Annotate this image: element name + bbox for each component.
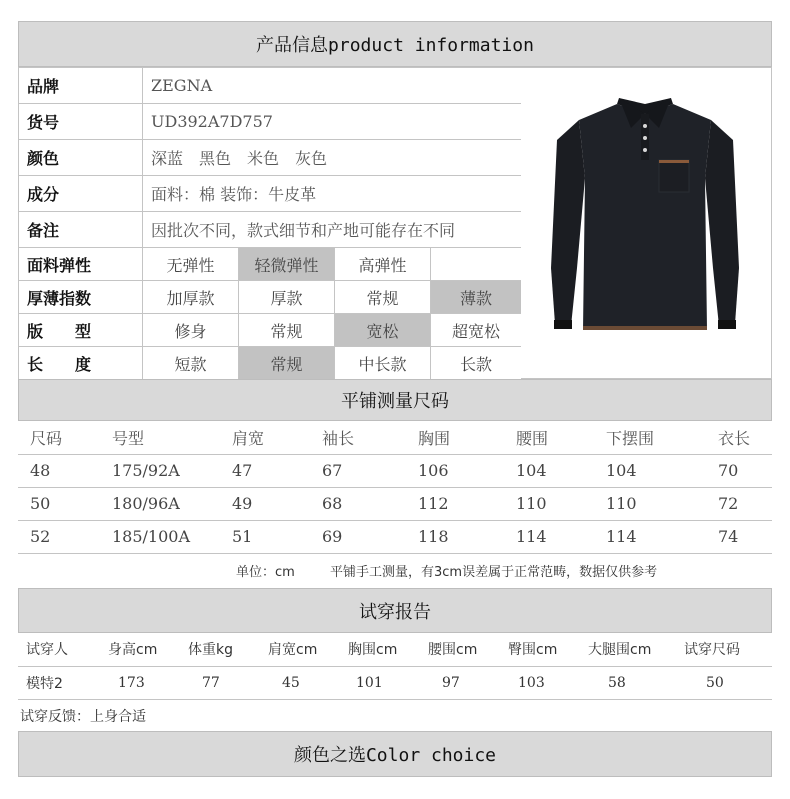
grade-option: 高弹性 [335,248,431,281]
size-row [18,487,772,520]
info-value: 面料：棉 装饰：牛皮革 [143,176,522,212]
try-on-cell: 50 [676,666,772,699]
size-header-cell: 肩宽 [220,421,310,454]
grade-row-elasticity [19,248,522,281]
size-cell: 175/92A [100,454,220,487]
info-label: 品牌 [19,68,143,104]
size-cell: 118 [406,520,504,553]
size-cell: 47 [220,454,310,487]
try-on-cell: 58 [580,666,676,699]
size-cell: 112 [406,487,504,520]
grade-option-selected: 常规 [239,347,335,380]
product-info-table [18,67,522,380]
info-label: 货号 [19,104,143,140]
grade-option: 厚款 [239,281,335,314]
info-row-brand [19,68,522,104]
product-image-frame [521,67,772,379]
info-value: UD392A7D757 [143,104,522,140]
size-cell: 106 [406,454,504,487]
size-cell: 68 [310,487,406,520]
try-on-header-cell: 胸围cm [340,633,420,666]
polo-shirt-image [521,68,771,378]
try-on-header-cell: 腰围cm [420,633,500,666]
size-cell: 69 [310,520,406,553]
info-value: 深蓝 黑色 米色 灰色 [143,140,522,176]
try-on-value-row [18,666,772,699]
info-value: 因批次不同，款式细节和产地可能存在不同 [143,212,522,248]
try-on-header-cell: 肩宽cm [260,633,340,666]
try-on-cell: 173 [100,666,180,699]
grade-label: 厚薄指数 [19,281,143,314]
size-row [18,520,772,553]
info-value: ZEGNA [143,68,522,104]
try-on-header-cell: 体重kg [180,633,260,666]
size-chart-table [18,421,772,554]
grade-label: 版 型 [19,314,143,347]
try-on-header [18,588,772,633]
try-on-cell: 45 [260,666,340,699]
size-cell: 51 [220,520,310,553]
size-cell: 104 [504,454,594,487]
try-on-cell: 103 [500,666,580,699]
size-cell: 110 [594,487,706,520]
color-choice-title: 颜色之选Color choice [293,745,497,766]
size-cell: 52 [18,520,100,553]
size-chart-header [18,379,772,421]
try-on-cell: 77 [180,666,260,699]
grade-label: 长 度 [19,347,143,380]
size-chart-title: 平铺测量尺码 [341,391,449,412]
size-disclaimer: 平铺手工测量，有3cm误差属于正常范畴，数据仅供参考 [330,565,658,580]
size-cell: 72 [706,487,772,520]
size-cell: 70 [706,454,772,487]
size-cell: 67 [310,454,406,487]
size-row [18,454,772,487]
try-on-header-cell: 大腿围cm [580,633,676,666]
info-row-material [19,176,522,212]
size-header-cell: 衣长 [706,421,772,454]
size-cell: 49 [220,487,310,520]
try-on-header-cell: 身高cm [100,633,180,666]
try-on-cell: 模特2 [18,666,100,699]
size-header-cell: 下摆围 [594,421,706,454]
info-label: 备注 [19,212,143,248]
size-cell: 114 [504,520,594,553]
size-cell: 50 [18,487,100,520]
try-on-header-cell: 试穿尺码 [676,633,772,666]
product-info-header [18,21,772,67]
grade-row-thickness [19,281,522,314]
info-label: 颜色 [19,140,143,176]
grade-row-fit [19,314,522,347]
product-info-title: 产品信息product information [256,35,534,56]
grade-option-selected: 薄款 [431,281,522,314]
grade-option: 短款 [143,347,239,380]
try-on-cell: 101 [340,666,420,699]
size-note [18,553,772,586]
grade-option-selected: 轻微弹性 [239,248,335,281]
try-on-table [18,633,772,700]
size-cell: 114 [594,520,706,553]
size-header-row [18,421,772,454]
grade-option-selected: 宽松 [335,314,431,347]
size-cell: 104 [594,454,706,487]
grade-option: 长款 [431,347,522,380]
try-on-header-row [18,633,772,666]
color-choice-header [18,731,772,777]
grade-option: 常规 [335,281,431,314]
size-header-cell: 腰围 [504,421,594,454]
size-header-cell: 胸围 [406,421,504,454]
grade-option: 加厚款 [143,281,239,314]
size-unit: 单位：cm [236,565,295,580]
try-on-header-cell: 试穿人 [18,633,100,666]
try-on-feedback: 试穿反馈：上身合适 [20,709,146,725]
size-cell: 185/100A [100,520,220,553]
size-header-cell: 尺码 [18,421,100,454]
size-header-cell: 袖长 [310,421,406,454]
grade-option: 常规 [239,314,335,347]
size-cell: 110 [504,487,594,520]
try-on-title: 试穿报告 [359,601,431,623]
grade-label: 面料弹性 [19,248,143,281]
info-label: 成分 [19,176,143,212]
size-header-cell: 号型 [100,421,220,454]
grade-option: 超宽松 [431,314,522,347]
grade-row-length [19,347,522,380]
grade-option: 修身 [143,314,239,347]
info-row-item-number [19,104,522,140]
grade-option: 中长款 [335,347,431,380]
grade-option: 无弹性 [143,248,239,281]
grade-option [431,248,522,281]
try-on-header-cell: 臀围cm [500,633,580,666]
info-row-color [19,140,522,176]
size-cell: 48 [18,454,100,487]
info-row-remark [19,212,522,248]
size-cell: 180/96A [100,487,220,520]
size-cell: 74 [706,520,772,553]
try-on-cell: 97 [420,666,500,699]
